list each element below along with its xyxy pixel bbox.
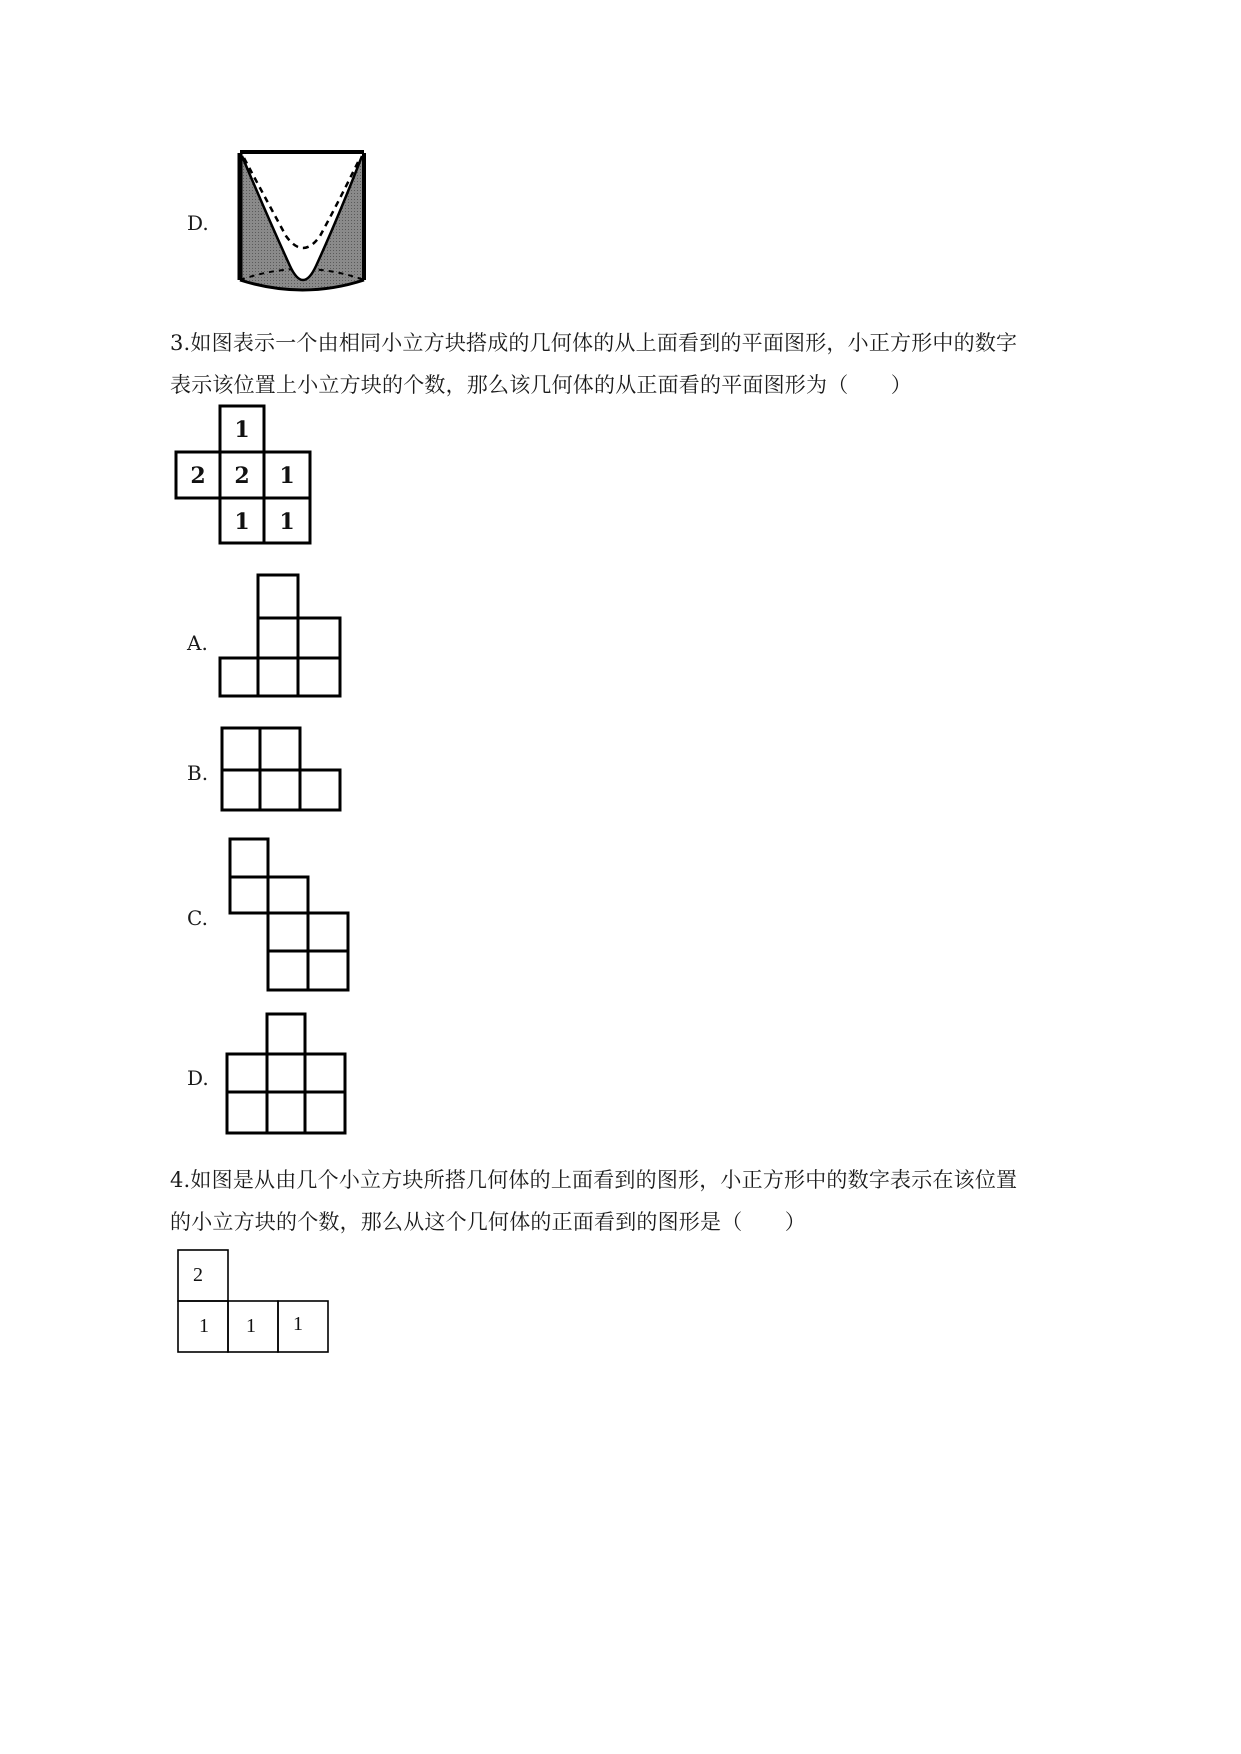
q3-option-d-label: D. xyxy=(187,1066,209,1090)
q3-option-a-label: A. xyxy=(187,631,208,655)
q3-question-line1: 3.如图表示一个由相同小立方块搭成的几何体的从上面看到的平面图形，小正方形中的数字 xyxy=(170,331,1018,355)
q4-top-cell-value: 1 xyxy=(293,1313,303,1335)
q3-option-b-label: B. xyxy=(187,761,209,785)
q3-option-a-figure[interactable] xyxy=(220,573,344,699)
q4-top-view-grid xyxy=(177,1249,331,1355)
q2-option-d-figure xyxy=(228,148,378,298)
q3-top-cell-value: 1 xyxy=(279,463,295,489)
q3-top-cell-value: 1 xyxy=(279,509,295,535)
q3-top-cell-value: 2 xyxy=(190,463,206,489)
q3-question-line2: 表示该位置上小立方块的个数，那么该几何体的从正面看的平面图形为（ ） xyxy=(170,373,912,397)
q4-top-cell-value: 1 xyxy=(246,1315,256,1337)
q3-option-d-figure[interactable] xyxy=(225,1012,351,1138)
q4-question-line1: 4.如图是从由几个小立方块所搭几何体的上面看到的图形，小正方形中的数字表示在该位置 xyxy=(170,1168,1018,1192)
q3-top-cell-value: 1 xyxy=(234,417,250,443)
q2-option-d-label: D. xyxy=(187,211,209,235)
q4-question-line2: 的小立方块的个数，那么从这个几何体的正面看到的图形是（ ） xyxy=(170,1210,806,1234)
q3-option-b-figure[interactable] xyxy=(220,726,344,814)
q4-top-cell-value: 1 xyxy=(199,1315,209,1337)
q3-top-view-grid xyxy=(176,404,316,546)
q3-option-c-label: C. xyxy=(187,906,208,930)
q3-top-cell-value: 2 xyxy=(234,463,250,489)
q3-top-cell-value: 1 xyxy=(234,509,250,535)
q4-top-cell-value: 2 xyxy=(193,1264,203,1286)
q3-option-c-figure[interactable] xyxy=(228,837,352,995)
